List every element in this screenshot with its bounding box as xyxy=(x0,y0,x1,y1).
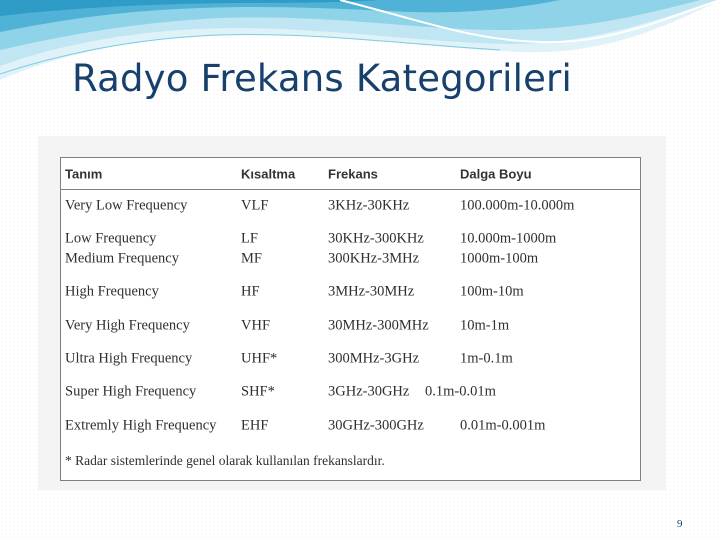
table-row xyxy=(61,349,640,369)
cell-frekans: 3KHz-30KHz xyxy=(328,197,410,214)
cell-dalga-boyu: 1m-0.1m xyxy=(460,350,513,367)
cell-frekans: 30GHz-300GHz xyxy=(328,417,424,434)
cell-tanim: Very Low Frequency xyxy=(65,197,188,214)
cell-kisaltma: MF xyxy=(241,250,262,267)
cell-kisaltma: VLF xyxy=(241,197,269,214)
table-row xyxy=(61,316,640,336)
cell-frekans: 30MHz-300MHz xyxy=(328,317,429,334)
cell-tanim: Low Frequency xyxy=(65,230,157,247)
slide-title: Radyo Frekans Kategorileri xyxy=(72,57,572,100)
cell-dalga-boyu: 1000m-100m xyxy=(460,250,539,267)
cell-kisaltma: VHF xyxy=(241,317,271,334)
cell-frekans: 30KHz-300KHz xyxy=(328,230,424,247)
table-row xyxy=(61,282,640,302)
cell-dalga-boyu: 0.1m-0.01m xyxy=(425,383,496,400)
cell-tanim: Medium Frequency xyxy=(65,250,179,267)
cell-tanim: Very High Frequency xyxy=(65,317,190,334)
cell-dalga-boyu: 100.000m-10.000m xyxy=(460,197,575,214)
cell-dalga-boyu: 0.01m-0.001m xyxy=(460,417,546,434)
cell-kisaltma: HF xyxy=(241,283,260,300)
cell-frekans: 3MHz-30MHz xyxy=(328,283,415,300)
table-row xyxy=(61,382,640,402)
cell-tanim: Super High Frequency xyxy=(65,383,197,400)
cell-dalga-boyu: 10.000m-1000m xyxy=(460,230,557,247)
table-row xyxy=(61,416,640,436)
cell-kisaltma: UHF* xyxy=(241,350,278,367)
table-row xyxy=(61,196,640,216)
cell-frekans: 300MHz-3GHz xyxy=(328,350,420,367)
cell-tanim: Ultra High Frequency xyxy=(65,350,193,367)
header-tanim: Tanım xyxy=(65,166,103,181)
table-footnote: * Radar sistemlerinde genel olarak kullanılan frekanslardır. xyxy=(65,453,385,468)
cell-frekans: 3GHz-30GHz xyxy=(328,383,410,400)
cell-dalga-boyu: 10m-1m xyxy=(460,317,510,334)
cell-tanim: Extremly High Frequency xyxy=(65,417,217,434)
cell-kisaltma: LF xyxy=(241,230,258,247)
header-frekans: Frekans xyxy=(328,166,378,181)
cell-frekans: 300KHz-3MHz xyxy=(328,250,420,267)
cell-kisaltma: SHF* xyxy=(241,383,275,400)
header-kisaltma: Kısaltma xyxy=(241,166,296,181)
table-header-row xyxy=(61,158,640,190)
cell-kisaltma: EHF xyxy=(241,417,269,434)
header-dalga-boyu: Dalga Boyu xyxy=(460,166,532,181)
cell-tanim: High Frequency xyxy=(65,283,159,300)
table-row xyxy=(61,249,640,269)
table-row xyxy=(61,229,640,249)
frequency-table xyxy=(60,157,641,481)
page-number: 9 xyxy=(677,518,683,530)
cell-dalga-boyu: 100m-10m xyxy=(460,283,524,300)
